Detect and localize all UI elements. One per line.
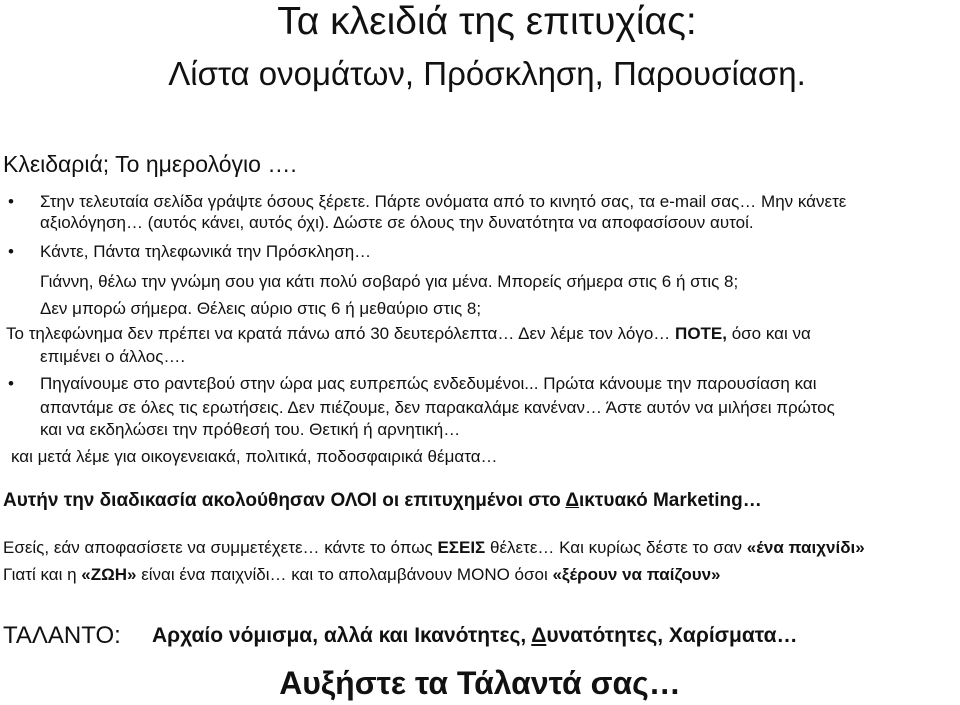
bullet-marker: •: [8, 242, 14, 261]
phone-rule-text: Το τηλεφώνημα δεν πρέπει να κρατά πάνω από 30 δευτερόλεπτα… Δεν λέμε τον λόγο…: [6, 324, 676, 343]
marketing-statement: [3, 488, 762, 514]
slide-title: Τα κλειδιά της επιτυχίας:: [277, 0, 697, 43]
decision-line-1: [3, 536, 865, 560]
bullet-3-line-4: και μετά λέμε για οικογενειακά, πολιτικά, ποδοσφαιρικά θέματα…: [11, 447, 498, 466]
never-emphasis: ΠΟΤΕ,: [675, 324, 727, 343]
decision-text: Γιατί και η: [3, 565, 82, 584]
bullet-2-line-5: επιμένει ο άλλος….: [40, 347, 186, 366]
talanto-definition: [152, 621, 797, 651]
know-to-play-emphasis: «ξέρουν να παίζουν»: [552, 565, 721, 584]
decision-text: Εσείς, εάν αποφασίσετε να συμμετέχετε… κάντε το όπως: [3, 538, 438, 557]
slide-subtitle: Λίστα ονομάτων, Πρόσκληση, Παρουσίαση.: [168, 55, 806, 92]
marketing-prefix: Αυτήν την διαδικασία ακολούθησαν ΟΛΟΙ οι επιτυχημένοι στο: [3, 490, 566, 511]
bullet-marker: •: [8, 374, 14, 393]
bullet-2-line-3: Δεν μπορώ σήμερα. Θέλεις αύριο στις 6 ή μεθαύριο στις 8;: [40, 299, 482, 318]
bullet-marker: •: [8, 192, 14, 211]
bullet-1-line-2: αξιολόγηση… (αυτός κάνει, αυτός όχι). Δώστε σε όλους την δυνατότητα να αποφασίσουν αυτοί.: [40, 213, 754, 232]
bullet-3-line-3: και να εκδηλώσει την πρόθεσή του. Θετική ή αρνητική…: [40, 420, 461, 439]
bullet-1-line-1: Στην τελευταία σελίδα γράψτε όσους ξέρετε. Πάρτε ονόματα από το κινητό σας, τα e-mail σας… Μην κάνετε: [40, 192, 847, 211]
game-emphasis: «ένα παιχνίδι»: [746, 538, 865, 557]
marketing-suffix: ικτυακό Marketing…: [579, 490, 762, 511]
bullet-3-line-2: απαντάμε σε όλες τις ερωτήσεις. Δεν πιέζουμε, δεν παρακαλάμε κανέναν… Άστε αυτόν να μιλήσει πρώτος: [40, 398, 835, 417]
bullet-2-line-4: [6, 322, 811, 346]
closing-line: Αυξήστε τα Τάλαντά σας…: [279, 665, 681, 701]
decision-text: θέλετε… Και κυρίως δέστε το σαν: [485, 538, 747, 557]
talanto-text-a: Αρχαίο νόμισμα, αλλά και Ικανότητες,: [152, 624, 532, 647]
bullet-3-line-1: Πηγαίνουμε στο ραντεβού στην ώρα μας ευπρεπώς ενδεδυμένοι... Πρώτα κάνουμε την παρουσίαση και: [40, 374, 817, 393]
phone-rule-tail: όσο και να: [727, 324, 811, 343]
decision-line-2: [3, 563, 721, 587]
marketing-underlined-letter: Δ: [565, 490, 580, 511]
section-heading: Κλειδαριά; Το ημερολόγιο ….: [3, 151, 297, 177]
decision-text: είναι ένα παιχνίδι… και το απολαμβάνουν ΜΟΝΟ όσοι: [136, 565, 553, 584]
talanto-underlined-letter: Δ: [531, 624, 547, 647]
bullet-2-line-2: Γιάννη, θέλω την γνώμη σου για κάτι πολύ σοβαρό για μένα. Μπορείς σήμερα στις 6 ή στις 8;: [40, 272, 739, 291]
you-emphasis: ΕΣΕΙΣ: [437, 538, 486, 557]
talanto-text-c: υνατότητες, Χαρίσματα…: [546, 624, 798, 647]
bullet-2-line-1: Κάντε, Πάντα τηλεφωνικά την Πρόσκληση…: [40, 242, 372, 261]
life-emphasis: «ΖΩΗ»: [81, 565, 137, 584]
talanto-label: ΤΑΛΑΝΤΟ:: [3, 622, 121, 649]
